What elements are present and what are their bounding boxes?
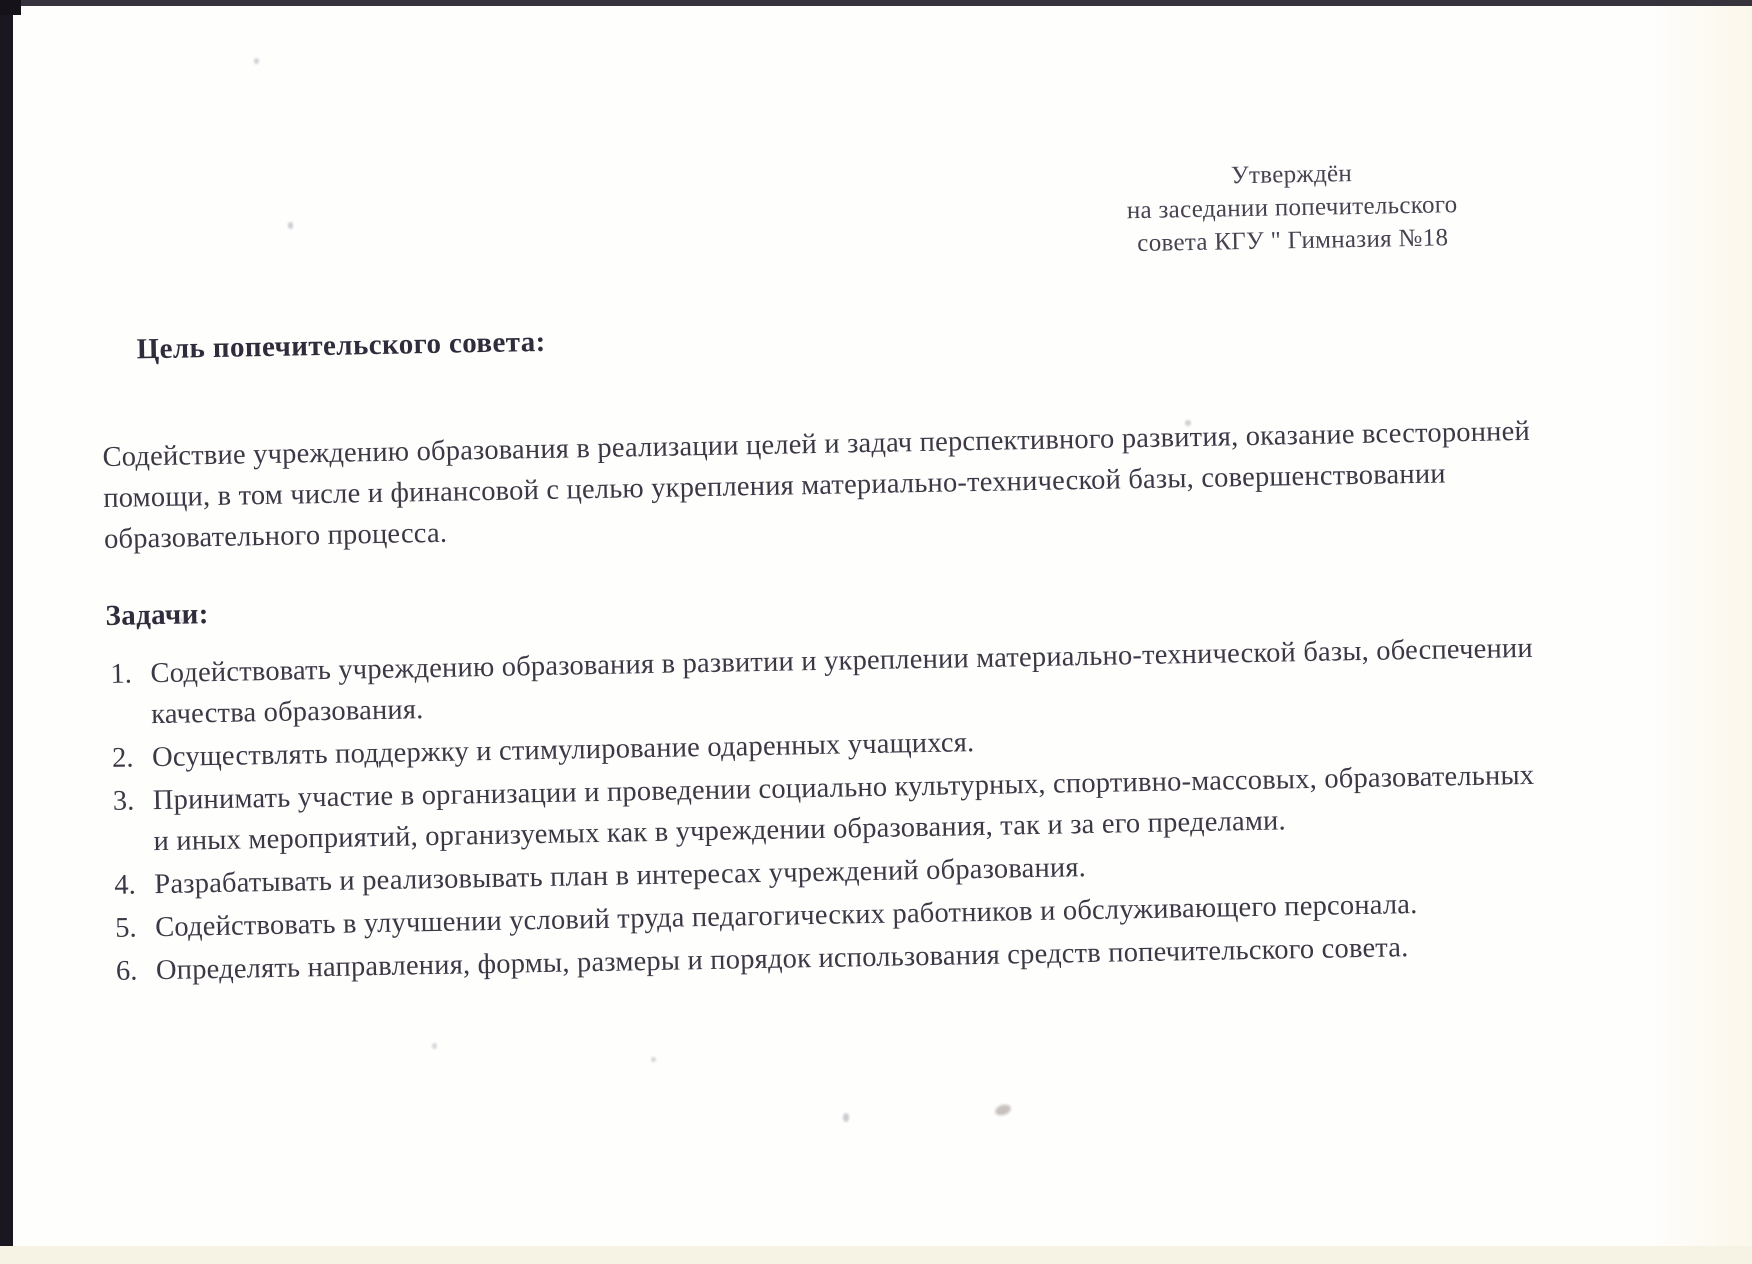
task-text: Содействовать в улучшении условий труда педагогических работников и обслуживающего персонала. (154, 888, 1418, 944)
scan-speck (254, 58, 259, 64)
task-text: Принимать участие в организации и проведении социально культурных, спортивно-массовых, образовательных и иных мероприятий, организуемых как в учреждении образования, так и за его пределами. (152, 759, 1535, 858)
task-number: 3. (112, 785, 135, 817)
task-number: 2. (111, 742, 134, 774)
goal-heading: Цель попечительского совета: (136, 325, 546, 366)
task-number: 4. (114, 869, 137, 901)
goal-paragraph: Содействие учреждению образования в реализации целей и задач перспективного развития, оказание всесторонней помощи, в том числе и финансовой с целью укрепления материально-технической базы, совершенствовании образовательного процесса. (102, 415, 1531, 556)
scan-speck (651, 1057, 656, 1062)
approval-line-2: на заседании попечительского (1126, 191, 1458, 225)
task-text: Содействовать учреждению образования в развитии и укреплении материально-технической базы, обеспечении качества образования. (150, 632, 1534, 731)
task-number: 1. (110, 658, 133, 690)
task-text: Осуществлять поддержку и стимулирование одаренных учащихся. (151, 727, 975, 774)
scan-speck (180, 618, 184, 623)
approval-line-3: совета КГУ " Гимназия №18 (1137, 224, 1449, 258)
scan-speck (288, 222, 293, 229)
tasks-list (110, 628, 1556, 994)
scan-speck (432, 1043, 437, 1049)
task-number: 6. (115, 955, 138, 987)
approval-stamp-block (1106, 155, 1478, 261)
task-number: 5. (114, 912, 137, 944)
scan-speck (1185, 420, 1191, 426)
approval-line-1: Утверждён (1230, 160, 1353, 190)
tasks-heading: Задачи: (105, 598, 210, 632)
scan-speck (843, 1113, 849, 1122)
task-text: Определять направления, формы, размеры и порядок использования средств попечительского совета. (155, 932, 1409, 987)
task-text: Разрабатывать и реализовывать план в интересах учреждений образования. (154, 852, 1087, 901)
